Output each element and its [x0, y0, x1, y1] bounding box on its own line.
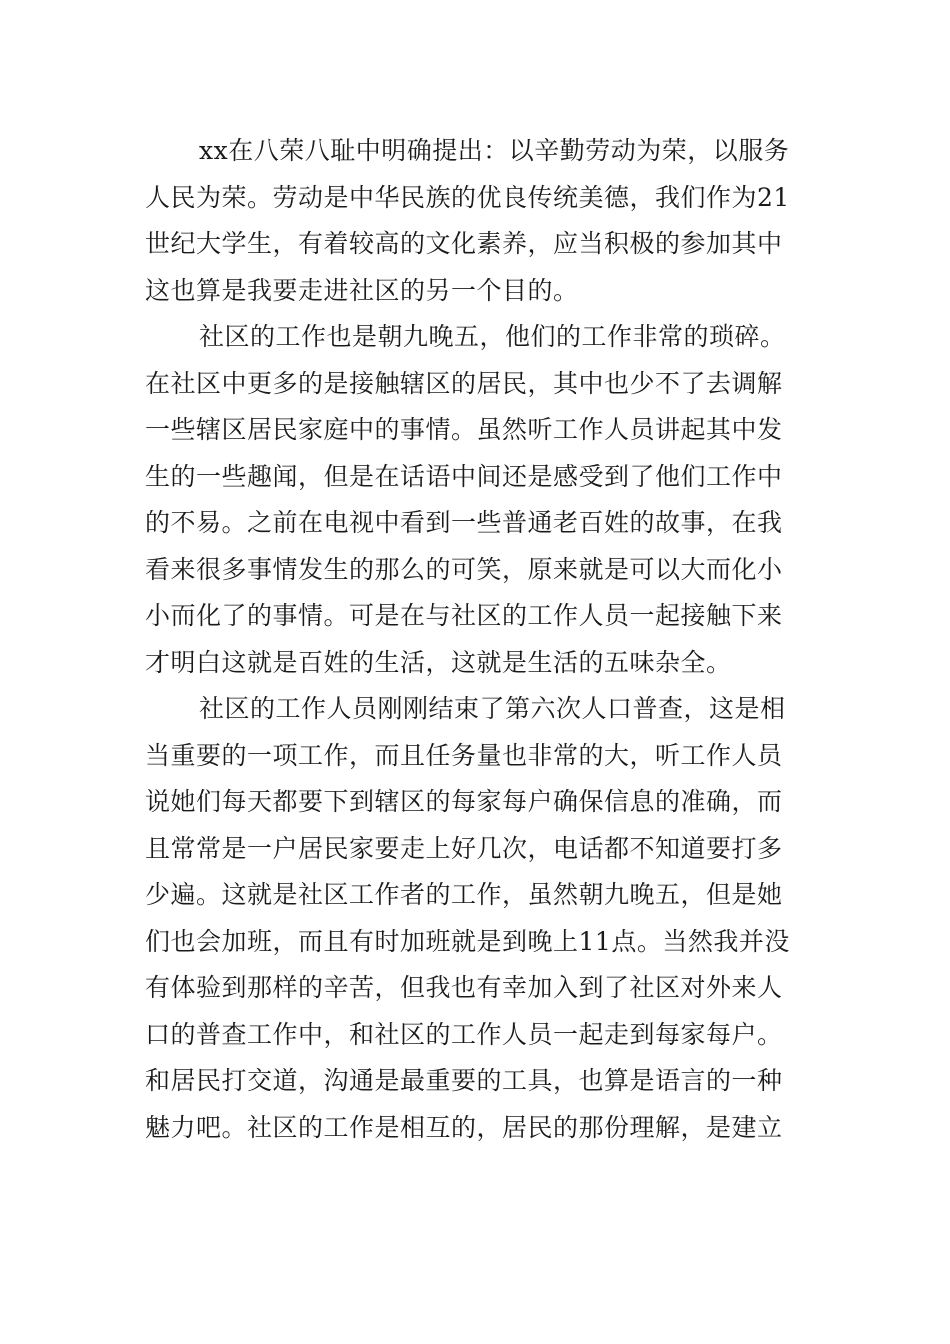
text-line: 说她们每天都要下到辖区的每家每户确保信息的准确，而 — [145, 787, 783, 816]
text-line: 口的普查工作中，和社区的工作人员一起走到每家每户。 — [145, 1019, 783, 1049]
text-line: 一些辖区居民家庭中的事情。虽然听工作人员讲起其中发 — [145, 415, 783, 444]
text-line: 少遍。这就是社区工作者的工作，虽然朝九晚五，但是她 — [145, 880, 783, 909]
text-line: 世纪大学生，有着较高的文化素养，应当积极的参加其中 — [145, 229, 783, 258]
text-line: 才明白这就是百姓的生活，这就是生活的五味杂全。 — [145, 647, 732, 677]
text-line: 和居民打交道，沟通是最重要的工具，也算是语言的一种 — [145, 1066, 783, 1095]
text-line: 小而化了的事情。可是在与社区的工作人员一起接触下来 — [145, 601, 783, 630]
text-line: 社区的工作人员刚刚结束了第六次人口普查，这是相 — [199, 694, 786, 723]
text-line: 社区的工作也是朝九晚五，他们的工作非常的琐碎。 — [199, 322, 786, 351]
text-line: 人民为荣。劳动是中华民族的优良传统美德，我们作为21 — [145, 182, 790, 212]
text-line: 在社区中更多的是接触辖区的居民，其中也少不了去调解 — [145, 368, 783, 398]
text-line: 生的一些趣闻，但是在话语中间还是感受到了他们工作中 — [145, 461, 783, 491]
text-line: 当重要的一项工作，而且任务量也非常的大，听工作人员 — [145, 740, 783, 770]
text-line: xx在八荣八耻中明确提出：以辛勤劳动为荣，以服务 — [199, 136, 790, 165]
text-line: 且常常是一户居民家要走上好几次，电话都不知道要打多 — [145, 833, 783, 863]
text-line: 的不易。之前在电视中看到一些普通老百姓的故事，在我 — [145, 508, 783, 537]
text-line: 这也算是我要走进社区的另一个目的。 — [145, 275, 579, 305]
text-line: 看来很多事情发生的那么的可笑，原来就是可以大而化小 — [145, 554, 783, 584]
text-line: 魅力吧。社区的工作是相互的，居民的那份理解，是建立 — [145, 1112, 783, 1142]
text-line: 们也会加班，而且有时加班就是到晚上11点。当然我并没 — [145, 926, 790, 956]
document-body — [145, 128, 807, 1151]
text-line: 有体验到那样的辛苦，但我也有幸加入到了社区对外来人 — [145, 973, 783, 1002]
